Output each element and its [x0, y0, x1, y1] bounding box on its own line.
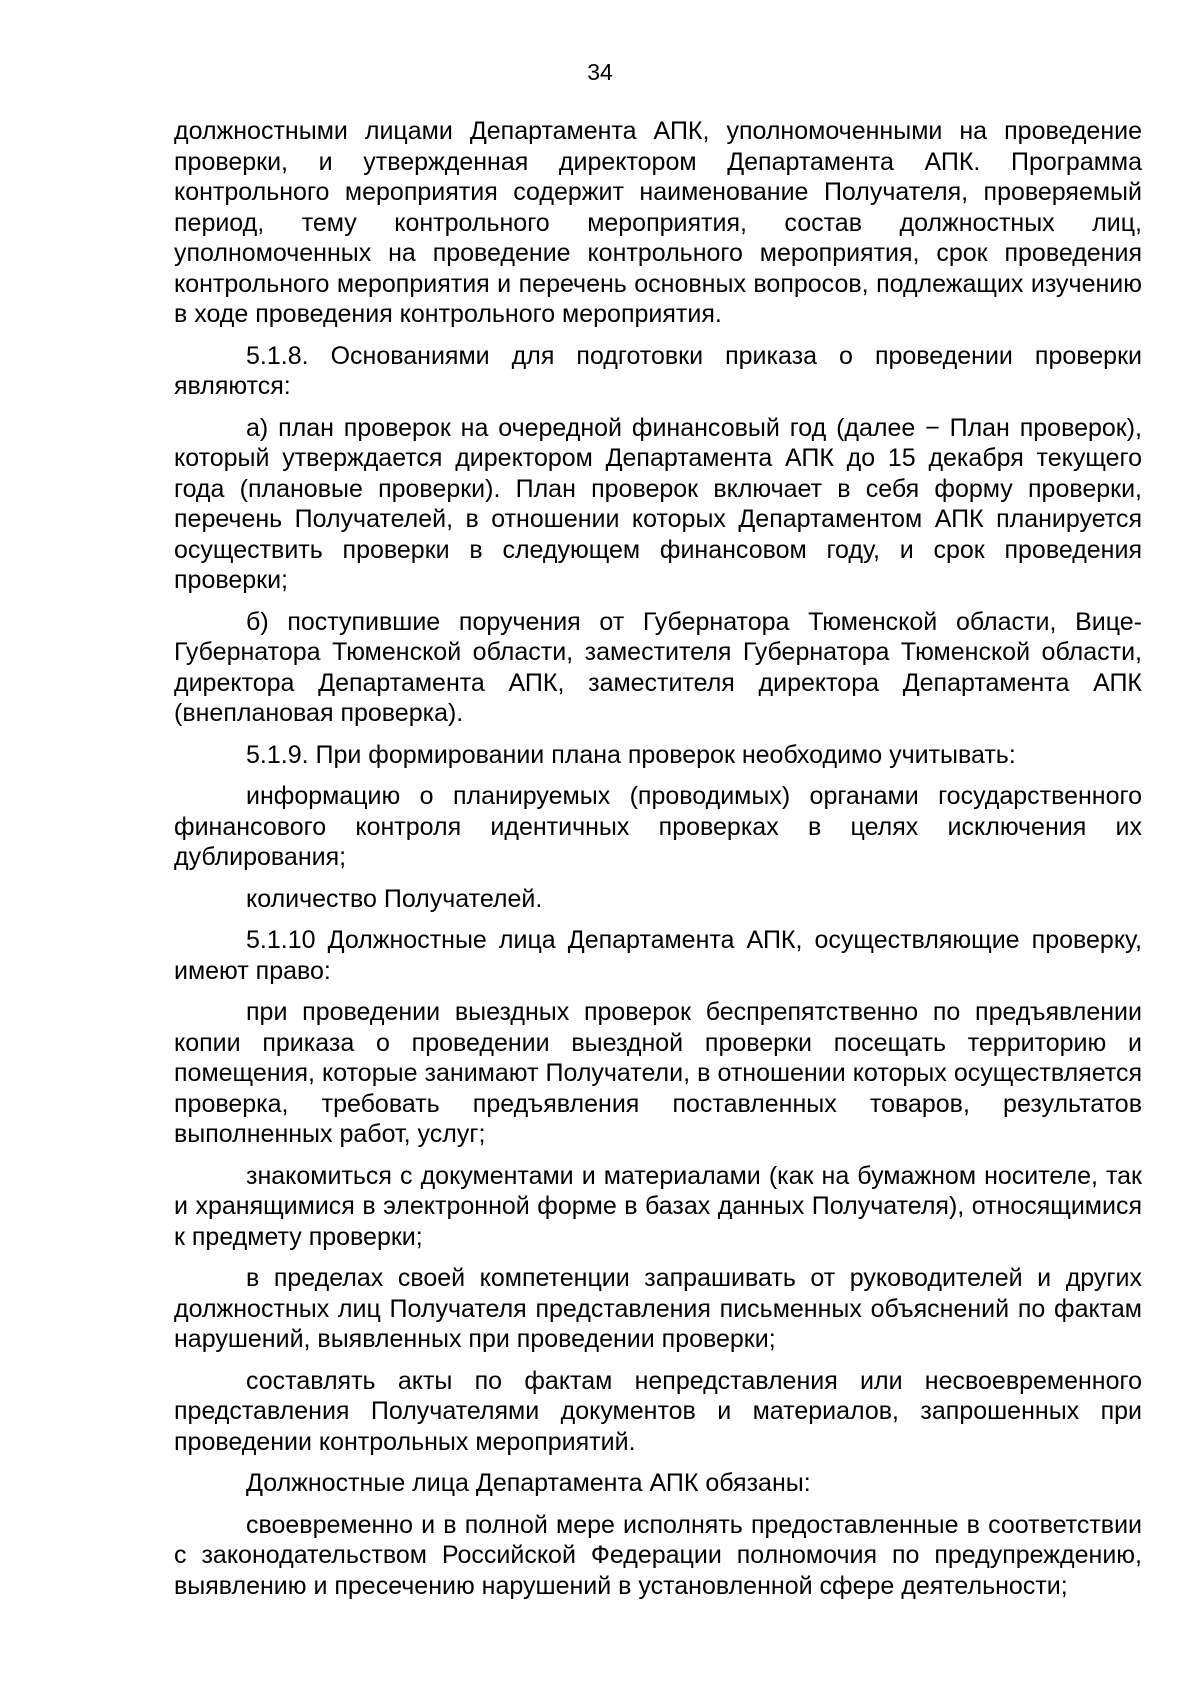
paragraph-obligation-timely: своевременно и в полной мере исполнять предоставленные в соответствии с законодательством Российской Федерации полномочия по предупреждению, выявлению и пресечению нарушений в установленной сфере деятельности;	[174, 1510, 1142, 1600]
paragraph-recipients-count: количество Получателей.	[246, 884, 543, 913]
paragraph-right-explanations: в пределах своей компетенции запрашивать от руководителей и других должностных лиц Получателя представления письменных объяснений по фактам нарушений, выявленных при проведении проверки;	[174, 1264, 1142, 1353]
paragraph-5-1-10: 5.1.10 Должностные лица Департамента АПК, осуществляющие проверку, имеют право:	[174, 926, 1142, 985]
paragraph-right-acts: составлять акты по фактам непредставления или несвоевременного представления Получателями документов и материалов, запрошенных при проведении контрольных мероприятий.	[174, 1366, 1142, 1456]
page-number: 34	[587, 59, 613, 85]
paragraph-right-documents: знакомиться с документами и материалами (как на бумажном носителе, так и хранящимися в электронной форме в базах данных Получателя), относящимися к предмету проверки;	[174, 1161, 1142, 1251]
paragraph-5-1-9: 5.1.9. При формировании плана проверок необходимо учитывать:	[246, 740, 1016, 769]
paragraph-item-a: а) план проверок на очередной финансовый год (далее − План проверок), который утверждается директором Департамента АПК до 15 декабря текущего года (плановые проверки). План проверок включает в себя форму проверки, перечень Получателей, в отношении которых Департаментом АПК планируется осуществить проверки в следующем финансовом году, и срок проведения проверки;	[174, 413, 1142, 594]
paragraph-program-continuation: должностными лицами Департамента АПК, уполномоченными на проведение проверки, и утвержденная директором Департамента АПК. Программа контрольного мероприятия содержит наименование Получателя, проверяемый период, тему контрольного мероприятия, состав должностных лиц, уполномоченных на проведение контрольного мероприятия, срок проведения контрольного мероприятия и перечень основных вопросов, подлежащих изучению в ходе проведения контрольного мероприятия.	[174, 117, 1142, 328]
paragraph-right-onsite-visits: при проведении выездных проверок беспрепятственно по предъявлении копии приказа о проведении выездной проверки посещать территорию и помещения, которые занимают Получатели, в отношении которых осуществляется проверка, требовать предъявления поставленных товаров, результатов выполненных работ, услуг;	[174, 998, 1142, 1148]
paragraph-5-1-8: 5.1.8. Основаниями для подготовки приказа о проведении проверки являются:	[174, 341, 1142, 400]
paragraph-planned-checks-info: информацию о планируемых (проводимых) органами государственного финансового контроля идентичных проверках в целях исключения их дублирования;	[174, 782, 1142, 871]
document-body	[174, 116, 1142, 1612]
paragraph-item-b: б) поступившие поручения от Губернатора Тюменской области, Вице-Губернатора Тюменской области, заместителя Губернатора Тюменской области, директора Департамента АПК, заместителя директора Департамента АПК (внеплановая проверка).	[174, 607, 1142, 727]
paragraph-obligations-heading: Должностные лица Департамента АПК обязаны:	[246, 1469, 811, 1497]
